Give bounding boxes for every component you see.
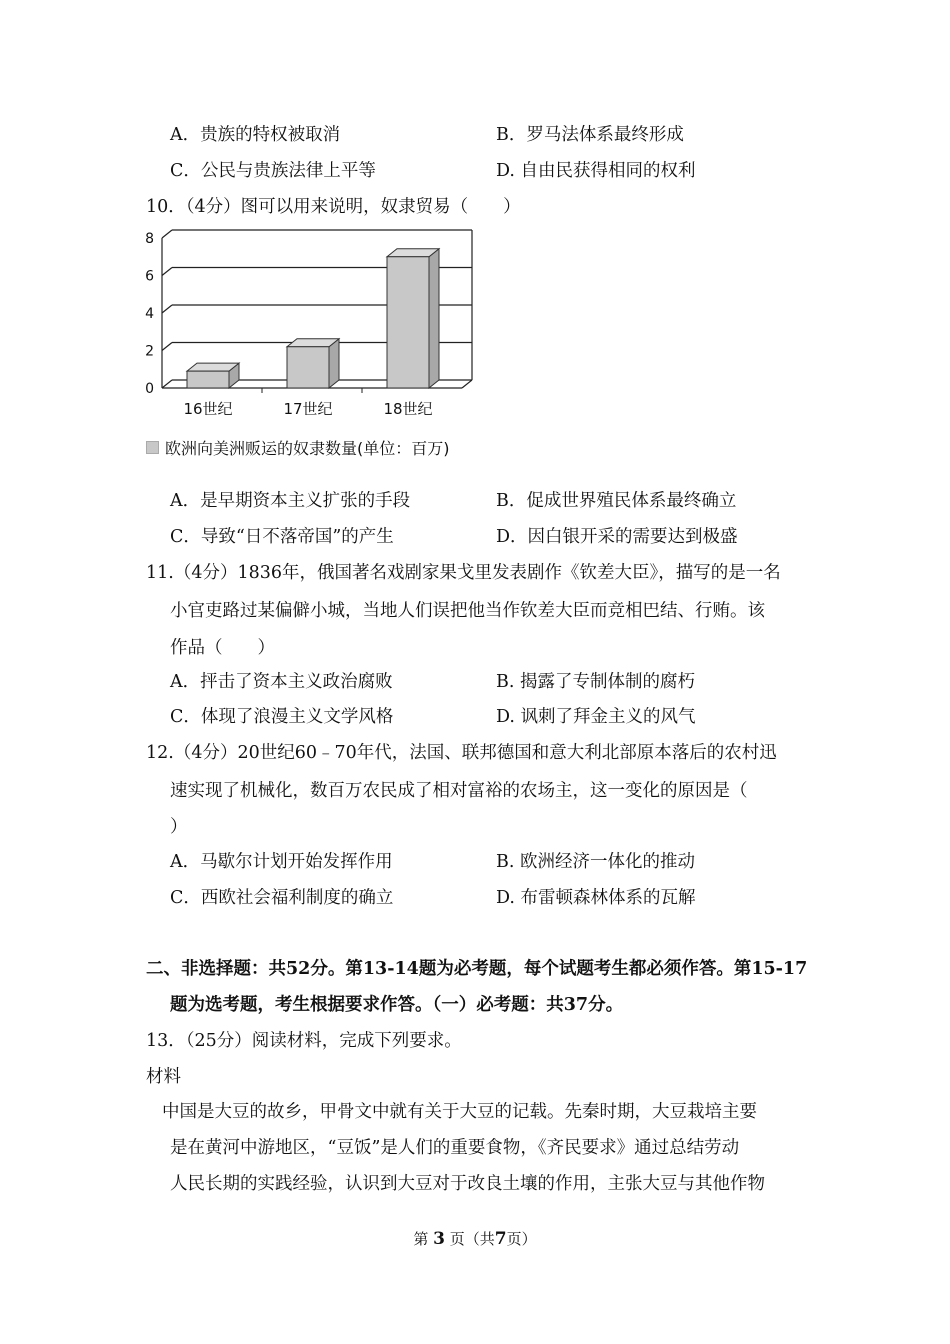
q11-option-b: B. 揭露了专制体制的腐朽: [496, 672, 695, 692]
footer-suffix: 页）: [506, 1230, 537, 1248]
footer-middle: 页（共: [449, 1230, 495, 1248]
x-tick-label: 16世纪: [183, 400, 233, 418]
gridline-depth: [162, 380, 172, 388]
footer-prefix: 第: [413, 1230, 429, 1248]
y-tick-label: 8: [145, 231, 154, 247]
y-tick-label: 0: [145, 381, 154, 397]
footer-page-number: 3: [433, 1229, 445, 1249]
q10-option-a: A．是早期资本主义扩张的手段: [170, 491, 411, 511]
gridline-depth: [162, 305, 172, 313]
q11-line-2: 小官吏路过某偏僻小城，当地人们误把他当作钦差大臣而竞相巴结、行贿。该: [170, 601, 765, 621]
gridline-depth: [162, 343, 172, 351]
legend-label: 欧洲向美洲贩运的奴隶数量(单位：百万): [165, 439, 450, 458]
y-tick-label: 4: [145, 306, 154, 322]
chart-svg: [140, 228, 500, 428]
bar-top: [287, 339, 339, 347]
q12-line-2: 速实现了机械化，数百万农民成了相对富裕的农场主，这一变化的原因是（: [170, 781, 748, 801]
q9-option-b: B．罗马法体系最终形成: [496, 125, 684, 145]
bar-side: [429, 249, 439, 388]
q9-option-a: A．贵族的特权被取消: [170, 125, 341, 145]
q11-option-c: C．体现了浪漫主义文学风格: [170, 707, 394, 727]
floor-right-edge: [462, 380, 472, 388]
q13-material-line-1: 中国是大豆的故乡，甲骨文中就有关于大豆的记载。先秦时期，大豆栽培主要: [162, 1102, 757, 1122]
q12-option-d: D. 布雷顿森林体系的瓦解: [496, 888, 696, 908]
q13-stem: 13．（25分）阅读材料，完成下列要求。: [146, 1031, 462, 1051]
page-footer: [0, 1228, 950, 1249]
q10-option-c: C．导致“日不落帝国”的产生: [170, 527, 394, 547]
q11-line-1: 11.（4分）1836年，俄国著名戏剧家果戈里发表剧作《钦差大臣》，描写的是一名: [146, 563, 781, 583]
q10-bar-chart: [140, 228, 500, 468]
q12-option-b: B. 欧洲经济一体化的推动: [496, 852, 695, 872]
section2-heading-line-2: 题为选考题，考生根据要求作答。（一）必考题：共37分。: [170, 995, 624, 1015]
footer-total-pages: 7: [494, 1229, 507, 1249]
q10-stem: 10．（4分）图可以用来说明，奴隶贸易（ ）: [146, 197, 521, 217]
gridline-depth: [162, 230, 172, 238]
q11-option-d: D. 讽刺了拜金主义的风气: [496, 707, 696, 727]
legend-swatch: [146, 441, 159, 454]
q13-material-line-3: 人民长期的实践经验，认识到大豆对于改良土壤的作用，主张大豆与其他作物: [170, 1174, 765, 1194]
q12-option-c: C．西欧社会福利制度的确立: [170, 888, 394, 908]
bar: [287, 347, 329, 388]
q13-material-line-2: 是在黄河中游地区，“豆饭”是人们的重要食物，《齐民要求》通过总结劳动: [170, 1138, 740, 1158]
y-tick-label: 2: [145, 343, 154, 360]
y-tick-label: 6: [145, 268, 154, 285]
bar-top: [387, 249, 439, 257]
bar: [387, 257, 429, 388]
q10-option-d: D．因白银开采的需要达到极盛: [496, 527, 738, 547]
section2-heading-line-1: 二、非选择题：共52分。第13-14题为必考题，每个试题考生都必须作答。第15-17: [146, 959, 808, 979]
q13-material-label: 材料: [146, 1067, 181, 1087]
q9-option-c: C．公民与贵族法律上平等: [170, 161, 376, 181]
bar-top: [187, 363, 239, 371]
chart-legend: [146, 436, 450, 459]
gridline-depth: [162, 268, 172, 276]
q11-option-a: A．抨击了资本主义政治腐败: [170, 672, 393, 692]
x-tick-label: 17世纪: [283, 400, 333, 418]
q9-option-d: D. 自由民获得相同的权利: [496, 161, 696, 181]
q12-line-3: ）: [170, 817, 188, 837]
bar: [187, 371, 229, 388]
q12-line-1: 12.（4分）20世纪60﹣70年代，法国、联邦德国和意大利北部原本落后的农村迅: [146, 743, 777, 763]
q11-line-3: 作品（ ）: [170, 638, 275, 658]
x-tick-label: 18世纪: [383, 400, 433, 418]
q10-option-b: B．促成世界殖民体系最终确立: [496, 491, 737, 511]
q12-option-a: A．马歇尔计划开始发挥作用: [170, 852, 393, 872]
